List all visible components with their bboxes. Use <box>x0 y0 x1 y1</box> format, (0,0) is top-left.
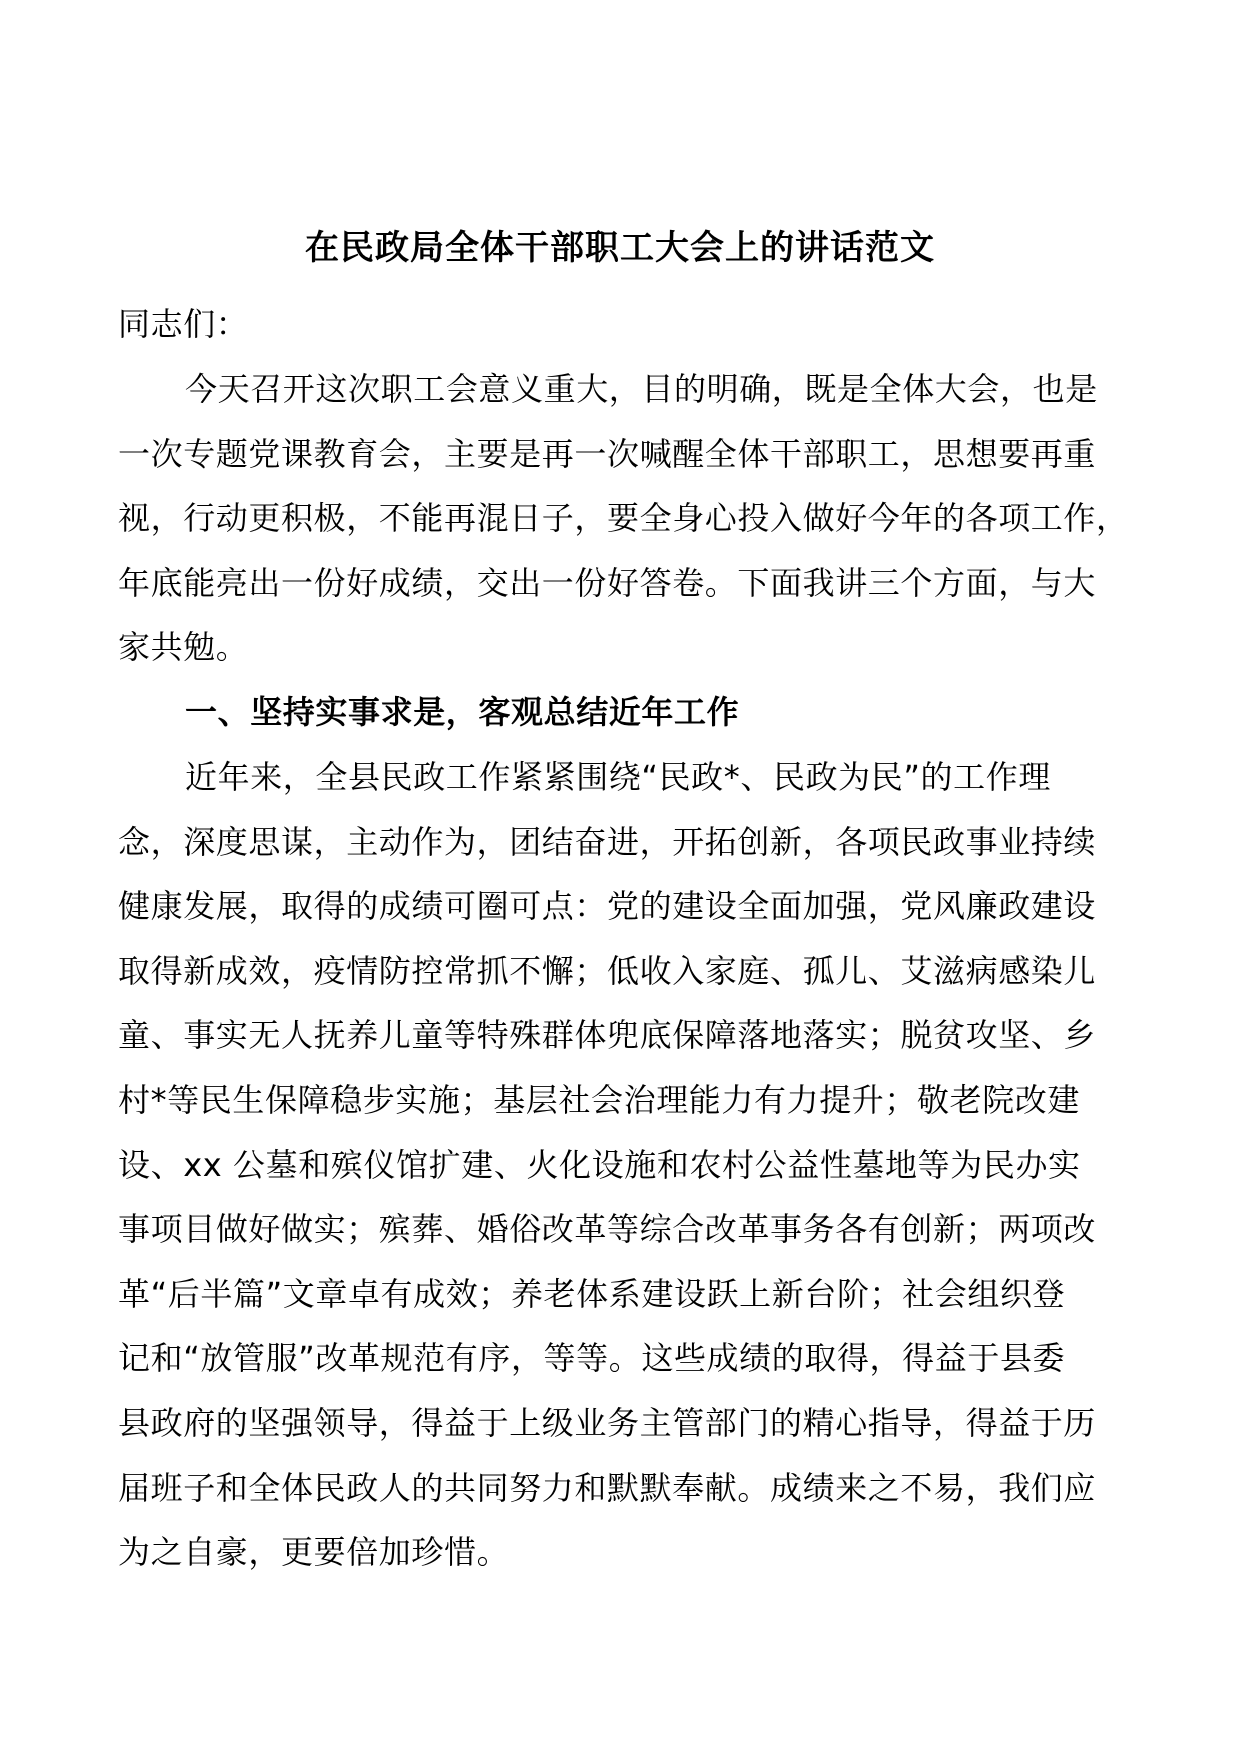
section-heading <box>118 680 1128 745</box>
paragraph-line: 记和“放管服”改革规范有序，等等。这些成绩的取得，得益于县委 <box>118 1339 1066 1378</box>
paragraph-line: 为之自豪，更要倍加珍惜。 <box>118 1533 510 1572</box>
section-heading-text: 一、坚持实事求是，客观总结近年工作 <box>185 693 740 731</box>
paragraph-line: 童、事实无人抚养儿童等特殊群体兜底保障落地落实；脱贫攻坚、乡 <box>118 1016 1097 1055</box>
paragraph-line: 事项目做好做实；殡葬、婚俗改革等综合改革事务各有创新；两项改 <box>118 1210 1097 1249</box>
paragraph-line: 县政府的坚强领导，得益于上级业务主管部门的精心指导，得益于历 <box>118 1403 1097 1442</box>
paragraph-intro <box>118 357 1128 680</box>
salutation <box>118 292 1128 357</box>
paragraph-line: 念，深度思谋，主动作为，团结奋进，开拓创新，各项民政事业持续 <box>118 822 1097 861</box>
salutation-text: 同志们： <box>118 305 249 343</box>
paragraph-line: 一次专题党课教育会，主要是再一次喊醒全体干部职工，思想要再重 <box>118 434 1097 473</box>
paragraph-line: 家共勉。 <box>118 628 249 667</box>
document-title: 在民政局全体干部职工大会上的讲话范文 <box>305 228 935 268</box>
paragraph-line: 近年来，全县民政工作紧紧围绕“民政*、民政为民”的工作理 <box>185 758 1051 796</box>
paragraph-line: 健康发展，取得的成绩可圈可点：党的建设全面加强，党风廉政建设 <box>118 887 1097 926</box>
paragraph-line: 设、xx 公墓和殡仪馆扩建、火化设施和农村公益性墓地等为民办实 <box>118 1145 1081 1184</box>
paragraph-line: 取得新成效，疫情防控常抓不懈；低收入家庭、孤儿、艾滋病感染儿 <box>118 951 1097 990</box>
paragraph-line: 届班子和全体民政人的共同努力和默默奉献。成绩来之不易，我们应 <box>118 1468 1097 1507</box>
paragraph-line: 革“后半篇”文章卓有成效；养老体系建设跃上新台阶；社会组织登 <box>118 1274 1066 1313</box>
paragraph-line: 今天召开这次职工会意义重大，目的明确，既是全体大会，也是 <box>185 370 1098 408</box>
paragraph-line: 年底能亮出一份好成绩，交出一份好答卷。下面我讲三个方面，与大 <box>118 563 1097 602</box>
paragraph-line: 视，行动更积极，不能再混日子，要全身心投入做好今年的各项工作， <box>118 499 1129 538</box>
paragraph-line: 村*等民生保障稳步实施；基层社会治理能力有力提升；敬老院改建 <box>118 1080 1081 1119</box>
paragraph-achievements <box>118 745 1128 1585</box>
